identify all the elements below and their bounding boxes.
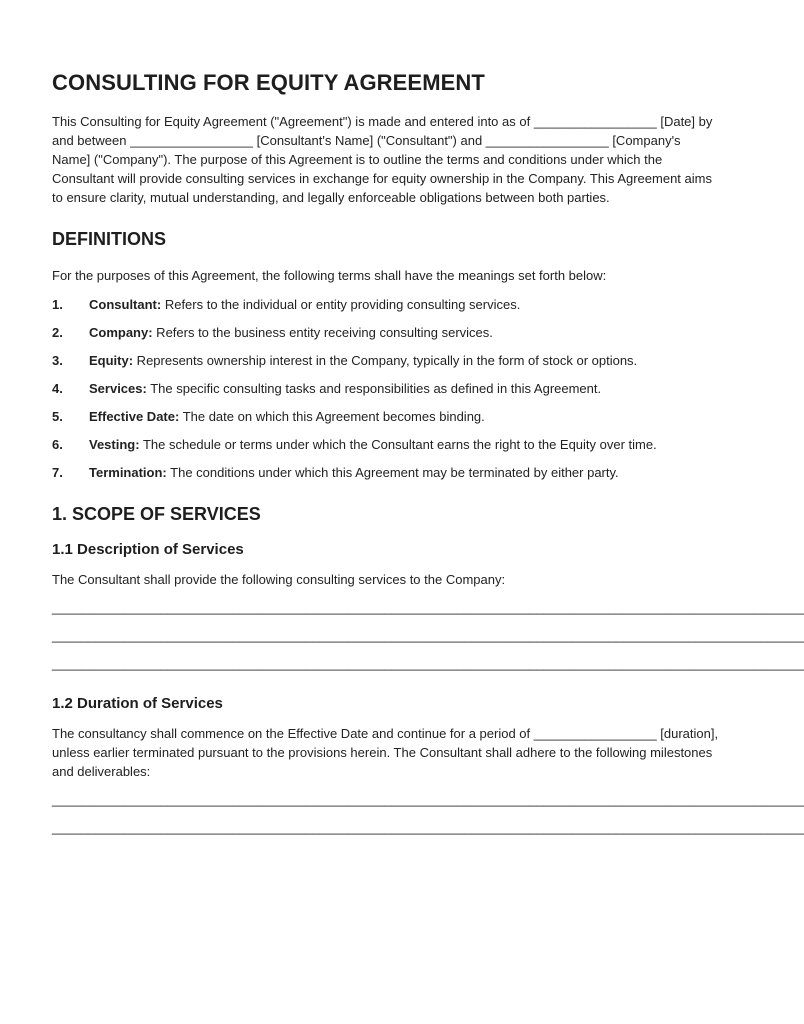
definition-body	[89, 323, 720, 342]
definition-number: 4.	[52, 381, 63, 396]
description-blanks	[52, 598, 804, 673]
definition-item	[52, 323, 720, 342]
definition-term: Company:	[89, 325, 153, 340]
document-page	[52, 70, 804, 859]
fill-in-line[interactable]: ________________________________________________________________________________________________________	[52, 628, 804, 643]
definition-item	[52, 295, 720, 314]
definition-number: 2.	[52, 325, 63, 340]
definition-item	[52, 407, 720, 426]
definition-term: Equity:	[89, 353, 134, 368]
definition-term: Consultant:	[89, 297, 162, 312]
definition-number: 3.	[52, 353, 63, 368]
definition-text: The schedule or terms under which the Consultant earns the right to the Equity over time.	[139, 437, 657, 452]
definition-number: 1.	[52, 297, 63, 312]
definition-number: 6.	[52, 437, 63, 452]
definition-text: Refers to the business entity receiving consulting services.	[152, 325, 493, 340]
fill-in-line[interactable]: ________________________________________________________________________________________________________	[52, 600, 804, 615]
definition-body	[89, 435, 720, 454]
duration-blanks	[52, 790, 804, 837]
definition-text: The specific consulting tasks and responsibilities as defined in this Agreement.	[146, 381, 602, 396]
definition-text: The date on which this Agreement becomes binding.	[179, 409, 485, 424]
definition-number: 7.	[52, 465, 63, 480]
document-title: CONSULTING FOR EQUITY AGREEMENT	[52, 70, 485, 95]
description-text: The Consultant shall provide the following consulting services to the Company:	[52, 572, 506, 587]
description-heading: 1.1 Description of Services	[52, 541, 244, 558]
definition-body	[89, 379, 720, 398]
definitions-intro: For the purposes of this Agreement, the following terms shall have the meanings set forth below:	[52, 268, 607, 283]
definitions-heading: DEFINITIONS	[52, 229, 167, 249]
fill-in-line[interactable]: ________________________________________________________________________________________________________	[52, 656, 804, 671]
scope-heading: 1. SCOPE OF SERVICES	[52, 504, 261, 524]
definition-item	[52, 463, 720, 482]
definition-body	[89, 351, 720, 370]
duration-heading: 1.2 Duration of Services	[52, 695, 223, 712]
definition-term: Vesting:	[89, 437, 140, 452]
duration-text: The consultancy shall commence on the Effective Date and continue for a period of _________________ [duration], unless earlier terminated pursuant to the provisions herein. The Consultant shall adhere to the following milestones and deliverables:	[52, 726, 719, 779]
definition-term: Services:	[89, 381, 147, 396]
definition-term: Termination:	[89, 465, 167, 480]
fill-in-line[interactable]: ________________________________________________________________________________________________________	[52, 820, 804, 835]
fill-in-line[interactable]: ________________________________________________________________________________________________________	[52, 792, 804, 807]
definition-text: Represents ownership interest in the Company, typically in the form of stock or options.	[133, 353, 638, 368]
definition-body	[89, 295, 720, 314]
definition-number: 5.	[52, 409, 63, 424]
intro-paragraph: This Consulting for Equity Agreement ("Agreement") is made and entered into as of _________________ [Date] by and between _________________ [Consultant's Name] ("Consultant") and _________________ [Company's Name] ("Company"). The purpose of this Agreement is to outline the terms and conditions under which the Consultant will provide consulting services in exchange for equity ownership in the Company. This Agreement aims to ensure clarity, mutual understanding, and legally enforceable obligations between both parties.	[52, 114, 713, 205]
definition-item	[52, 379, 720, 398]
definition-item	[52, 435, 720, 454]
definition-text: The conditions under which this Agreement may be terminated by either party.	[166, 465, 619, 480]
definition-item	[52, 351, 720, 370]
definition-term: Effective Date:	[89, 409, 180, 424]
definition-body	[89, 407, 720, 426]
definition-body	[89, 463, 720, 482]
definitions-list	[52, 295, 720, 482]
definition-text: Refers to the individual or entity providing consulting services.	[161, 297, 521, 312]
